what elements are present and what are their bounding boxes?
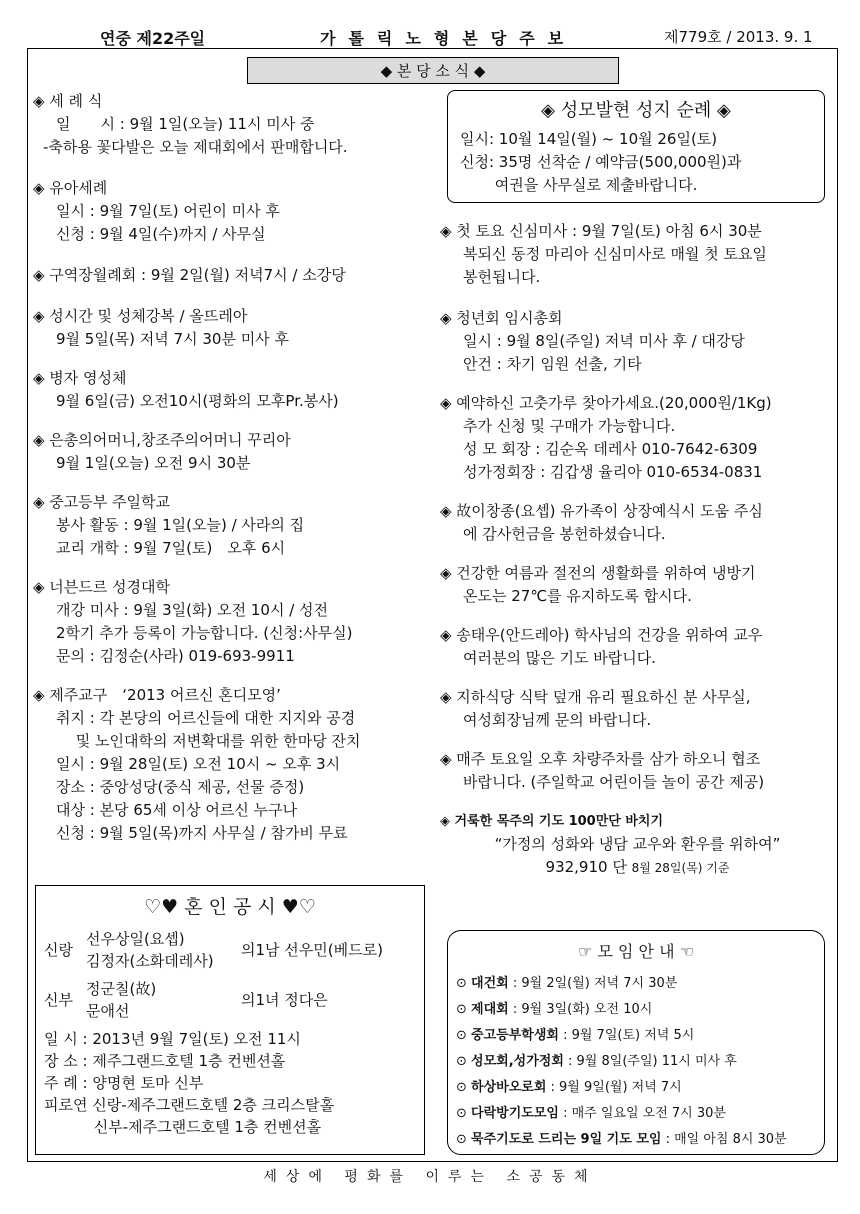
- notice-line: 안건 : 차기 임원 선출, 기타: [463, 355, 642, 373]
- meeting-item: ⊙ 제대회 : 9월 3일(화) 오전 10시: [456, 1002, 653, 1017]
- notice-title: ◈ 매주 토요일 오후 차량주차를 삼가 하오니 협조: [440, 750, 761, 768]
- bride-name: 의1녀 정다은: [241, 991, 328, 1009]
- notice-line: 일 시 : 9월 1일(오늘) 11시 미사 중: [56, 115, 315, 133]
- pilgrimage-box: [447, 90, 825, 203]
- notice-prayer-request: [440, 624, 835, 670]
- notice-line: 대상 : 본당 65세 이상 어르신 누구나: [56, 801, 298, 819]
- bride-mother: 문애선: [86, 1002, 130, 1020]
- notice-line: 개강 미사 : 9월 3일(화) 오전 10시 / 성전: [56, 601, 329, 619]
- pilgrimage-line: 신청: 35명 선착순 / 예약금(500,000원)과: [460, 153, 742, 171]
- issue-week: 연중 제22주일: [100, 29, 206, 48]
- notice-line: 교리 개학 : 9월 7일(토) 오후 6시: [56, 539, 286, 557]
- meeting-item: ⊙ 하상바오로회 : 9월 9일(월) 저녁 7시: [456, 1080, 682, 1095]
- rosary-date: 8월 28일(목) 기준: [631, 861, 730, 875]
- notice-rosary: [440, 810, 835, 880]
- meetings-title: ☞ 모 임 안 내 ☜: [578, 942, 694, 961]
- groom-row: [44, 928, 416, 972]
- wedding-line: 주 례 : 양명현 토마 신부: [44, 1074, 204, 1092]
- wedding-line: 일 시 : 2013년 9월 7일(토) 오전 11시: [44, 1030, 301, 1048]
- wedding-title: ♡♥ 혼 인 공 시 ♥♡: [144, 896, 316, 918]
- meeting-name: 중고등부학생회: [471, 1028, 559, 1043]
- notice-title: ◈ 첫 토요 신심미사 : 9월 7일(토) 아침 6시 30분: [440, 222, 762, 240]
- meeting-detail: : 매주 일요일 오전 7시 30분: [558, 1106, 726, 1121]
- notice-line: 일시 : 9월 7일(토) 어린이 미사 후: [56, 202, 280, 220]
- groom-parents: [86, 928, 241, 972]
- notice-table-glass: [440, 686, 835, 732]
- meeting-item: ⊙ 대건회 : 9월 2일(월) 저녁 7시 30분: [456, 976, 678, 991]
- notice-title: ◈ 너븐드르 성경대학: [33, 578, 170, 596]
- meeting-detail: : 9월 8일(주일) 11시 미사 후: [563, 1054, 737, 1069]
- notice-curia: [33, 429, 433, 475]
- rosary-count-line: [440, 856, 835, 880]
- notice-sunday-school: [33, 491, 433, 560]
- meeting-name: 성모회,성가정회: [471, 1054, 564, 1069]
- bride-parents: [86, 978, 241, 1022]
- notice-line: 여성회장님께 문의 바랍니다.: [463, 711, 652, 729]
- groom-mother: 김정자(소화데레사): [86, 952, 214, 970]
- notice-line: 취지 : 각 본당의 어르신들에 대한 지지와 공경: [56, 709, 356, 727]
- meeting-name: 묵주기도로 드리는 9일 기도 모임: [471, 1132, 662, 1147]
- notice-line: 9월 1일(오늘) 오전 9시 30분: [56, 454, 251, 472]
- notice-line: 장소 : 중앙성당(중식 제공, 선물 증정): [56, 778, 305, 796]
- meeting-name: 하상바오로회: [471, 1080, 547, 1095]
- pilgrimage-line: 여권을 사무실로 제출바랍니다.: [460, 176, 698, 194]
- bride-father: 정군칠(故): [86, 980, 157, 998]
- meeting-item: ⊙ 성모회,성가정회 : 9월 8일(주일) 11시 미사 후: [456, 1054, 737, 1069]
- notice-bible-college: [33, 576, 433, 668]
- rosary-count: 932,910 단: [545, 858, 627, 876]
- notice-line: 에 감사헌금을 봉헌하셨습니다.: [463, 525, 666, 543]
- left-column: [33, 90, 433, 857]
- groom-father: 선우상일(요셉): [86, 930, 185, 948]
- meeting-detail: : 9월 9일(월) 저녁 7시: [546, 1080, 682, 1095]
- notice-title: ◈ 병자 영성체: [33, 369, 127, 387]
- section-banner: ◆ 본 당 소 식 ◆: [247, 57, 619, 84]
- notice-seniors-event: [33, 684, 433, 845]
- wedding-box: [35, 885, 425, 1155]
- notice-title: ◈ 유아세례: [33, 179, 108, 197]
- meeting-name: 다락방기도모임: [471, 1106, 559, 1121]
- notice-line: 및 노인대학의 저변확대를 위한 한마당 잔치: [56, 732, 361, 750]
- rosary-quote: “가정의 성화와 냉담 교우와 환우를 위하여”: [494, 835, 781, 853]
- notice-line: 일시 : 9월 28일(토) 오전 10시 ~ 오후 3시: [56, 755, 341, 773]
- notice-line: 9월 6일(금) 오전10시(평화의 모후Pr.봉사): [56, 392, 339, 410]
- issue-number: 제779호 / 2013. 9. 1: [664, 28, 813, 46]
- notice-line: 추가 신청 및 구매가 가능합니다.: [463, 417, 676, 435]
- notice-title: ◈ 청년회 임시총회: [440, 309, 563, 327]
- pilgrimage-line: 일시: 10월 14일(월) ~ 10월 26일(토): [460, 130, 718, 148]
- notice-title: ◈ 지하식당 식탁 덮개 유리 필요하신 분 사무실,: [440, 688, 751, 706]
- notice-title: ◈ 예약하신 고춧가루 찾아가세요.(20,000원/1Kg): [440, 394, 772, 412]
- notice-title: ◈ 은총의어머니,창조주의어머니 꾸리아: [33, 431, 291, 449]
- wedding-line: 신부-제주그랜드호텔 1층 컨벤션홀: [44, 1118, 322, 1136]
- notice-line: 신청 : 9월 5일(목)까지 사무실 / 참가비 무료: [56, 824, 348, 842]
- notice-first-saturday: [440, 220, 835, 289]
- notice-line: 여러분의 많은 기도 바랍니다.: [463, 649, 656, 667]
- notice-red-pepper: [440, 392, 835, 484]
- meeting-detail: : 9월 7일(토) 저녁 5시: [558, 1028, 695, 1043]
- meeting-name: 제대회: [471, 1002, 509, 1017]
- groom-name: 의1남 선우민(베드로): [241, 941, 383, 959]
- notice-title: ◈ 故이창종(요셉) 유가족이 상장예식시 도움 주심: [440, 502, 763, 520]
- notice-title: ◈ 건강한 여름과 절전의 생활화를 위하여 냉방기: [440, 564, 756, 582]
- notice-line: 봉사 활동 : 9월 1일(오늘) / 사라의 집: [56, 516, 305, 534]
- groom-label: 신랑: [44, 941, 73, 959]
- notice-line: 문의 : 김정순(사라) 019-693-9911: [56, 647, 295, 665]
- notice-line: 봉헌됩니다.: [463, 268, 541, 286]
- notice-line: -축하용 꽃다발은 오늘 제대회에서 판매합니다.: [43, 138, 348, 156]
- right-column: [440, 220, 835, 892]
- notice-line: 성 모 회장 : 김순옥 데레사 010-7642-6309: [463, 440, 758, 458]
- meeting-item: ⊙ 다락방기도모임 : 매주 일요일 오전 7시 30분: [456, 1106, 726, 1121]
- notice-line: 신청 : 9월 4일(수)까지 / 사무실: [56, 225, 266, 243]
- notice-holy-hour: [33, 305, 433, 351]
- notice-title: ◈ 세 례 식: [33, 92, 103, 110]
- notice-line: 온도는 27℃를 유지하도록 합시다.: [463, 587, 692, 605]
- meetings-box: [447, 930, 825, 1155]
- notice-line: 일시 : 9월 8일(주일) 저녁 미사 후 / 대강당: [463, 332, 745, 350]
- wedding-line: 장 소 : 제주그랜드호텔 1층 컨벤션홀: [44, 1052, 286, 1070]
- rosary-title: ◈ 거룩한 목주의 기도 100만단 바치기: [440, 814, 664, 829]
- notice-line: 9월 5일(목) 저녁 7시 30분 미사 후: [56, 330, 289, 348]
- bulletin-title: 가톨릭노형본당주보: [320, 29, 577, 48]
- wedding-line: 피로연 신랑-제주그랜드호텔 2층 크리스탈홀: [44, 1096, 335, 1114]
- notice-thanks-offering: [440, 500, 835, 546]
- notice-title: ◈ 중고등부 주일학교: [33, 493, 170, 511]
- notice-line: 바랍니다. (주일학교 어린이들 놀이 공간 제공): [463, 773, 765, 791]
- notice-parking: [440, 748, 835, 794]
- meeting-item: ⊙ 묵주기도로 드리는 9일 기도 모임 : 매일 아침 8시 30분: [456, 1132, 787, 1147]
- meeting-name: 대건회: [471, 976, 509, 991]
- meeting-detail: : 9월 2일(월) 저녁 7시 30분: [508, 976, 678, 991]
- notice-title: ◈ 송태우(안드레아) 학사님의 건강을 위하여 교우: [440, 626, 763, 644]
- notice-energy-saving: [440, 562, 835, 608]
- notice-line: 2학기 추가 등록이 가능합니다. (신청:사무실): [56, 624, 353, 642]
- notice-youth-assembly: [440, 307, 835, 376]
- meeting-detail: : 9월 3일(화) 오전 10시: [508, 1002, 653, 1017]
- footer-motto: 세상에 평화를 이루는 소공동체: [263, 1169, 597, 1185]
- notice-line: 성가정회장 : 김갑생 율리아 010-6534-0831: [463, 463, 763, 481]
- notice-district-meeting: [33, 264, 433, 287]
- meeting-detail: : 매일 아침 8시 30분: [661, 1132, 787, 1147]
- notice-title: ◈ 제주교구 ‘2013 어르신 혼디모영’: [33, 686, 281, 704]
- notice-infant-baptism: [33, 177, 433, 246]
- notice-title: ◈ 성시간 및 성체강복 / 올뜨레아: [33, 307, 248, 325]
- pilgrimage-title: ◈ 성모발현 성지 순례 ◈: [541, 100, 731, 121]
- notice-baptism: [33, 90, 433, 159]
- meeting-item: ⊙ 중고등부학생회 : 9월 7일(토) 저녁 5시: [456, 1028, 695, 1043]
- bride-label: 신부: [44, 991, 73, 1009]
- notice-line: 복되신 동정 마리아 신심미사로 매월 첫 토요일: [463, 245, 767, 263]
- notice-title: ◈ 구역장월례회 : 9월 2일(월) 저녁7시 / 소강당: [33, 266, 346, 284]
- bride-row: [44, 978, 416, 1022]
- notice-sick-communion: [33, 367, 433, 413]
